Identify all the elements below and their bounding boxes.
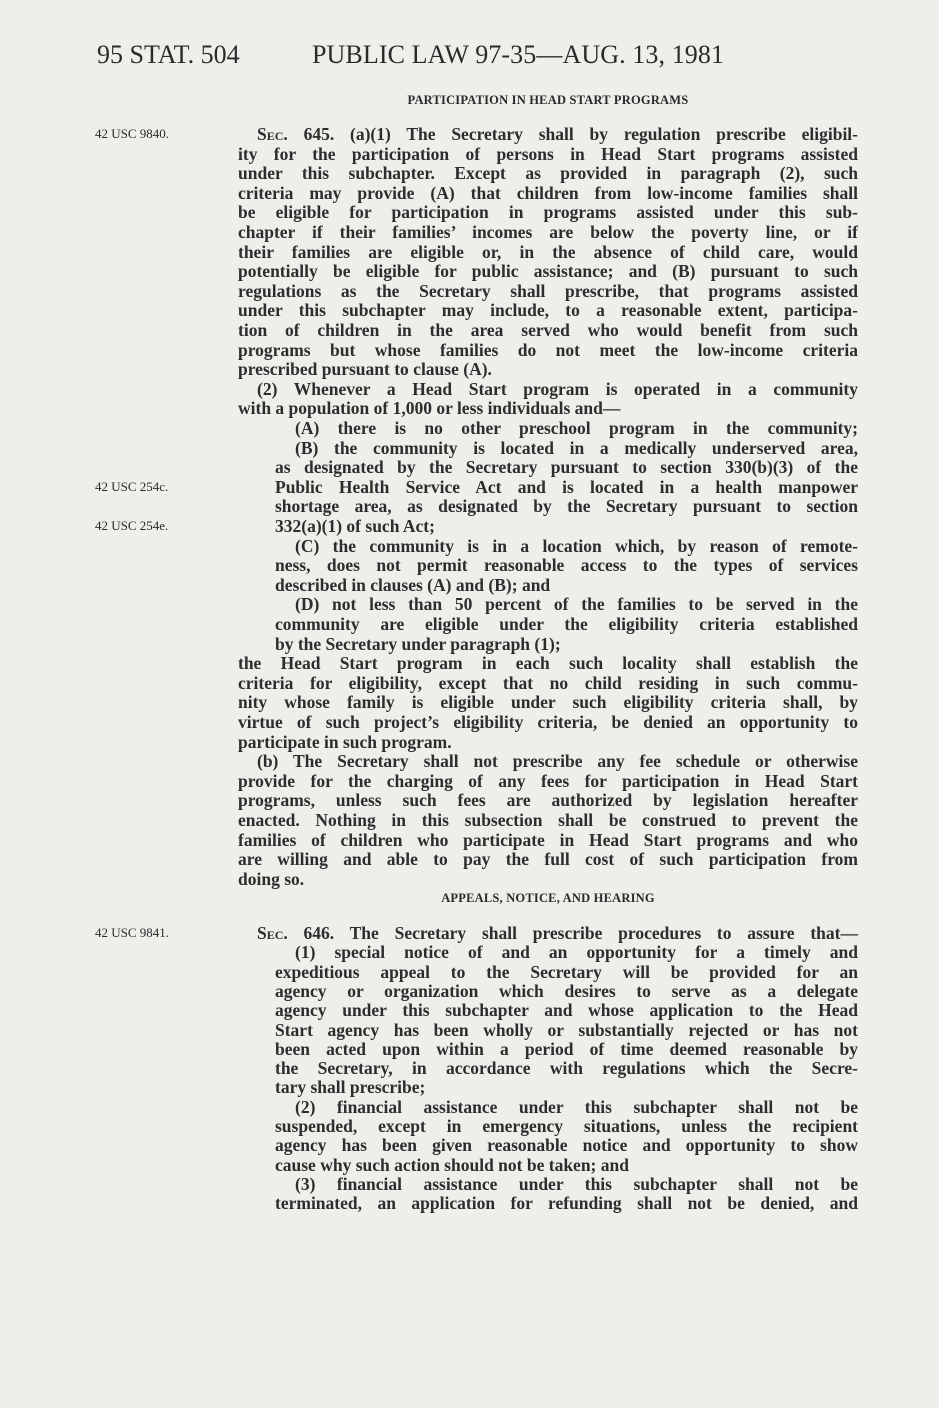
text-line-content: (A) there is no other preschool program in the community; xyxy=(295,418,858,438)
text-line-content: agency under this subchapter and whose application to the Head xyxy=(275,1000,858,1021)
text-line xyxy=(275,457,858,477)
text-line-content: chapter if their families’ incomes are below the poverty line, or if xyxy=(238,222,858,242)
text-line xyxy=(275,1193,858,1213)
text-line xyxy=(295,1174,858,1194)
text-line-content: suspended, except in emergency situations, unless the recipient xyxy=(275,1116,858,1136)
text-line-content: regulations as the Secretary shall prescribe, that programs assisted xyxy=(238,280,858,301)
text-line-content: expeditious appeal to the Secretary will be provided for an xyxy=(275,961,858,982)
text-line-content: programs but whose families do not meet the low-income criteria xyxy=(238,339,858,360)
text-line-content: enacted. Nothing in this subsection shall be construed to prevent the xyxy=(238,810,858,830)
text-line-content: community are eligible under the eligibility criteria established xyxy=(275,614,858,634)
text-line-content: described in clauses (A) and (B); and xyxy=(275,574,551,595)
text-line-content: the Head Start program in each such locality shall establish the xyxy=(238,653,858,674)
text-line-content: agency has been given reasonable notice and opportunity to show xyxy=(275,1135,858,1156)
text-line-content: tary shall prescribe; xyxy=(275,1077,426,1098)
text-line xyxy=(295,536,858,556)
text-line-content: criteria may provide (A) that children from low-income families shall xyxy=(238,182,858,203)
text-line-content: their families are eligible or, in the absence of child care, would xyxy=(238,241,858,262)
section-heading-participation: PARTICIPATION IN HEAD START PROGRAMS xyxy=(407,93,689,107)
text-line-content: agency or organization which desires to serve as a delegate xyxy=(275,980,858,1001)
text-line-content: (D) not less than 50 percent of the families to be served in the xyxy=(295,594,858,615)
text-line xyxy=(238,300,858,320)
text-line-content: under this subchapter. Except as provided in paragraph (2), such xyxy=(238,163,858,184)
text-line xyxy=(238,202,858,222)
text-line-content: 645. (a)(1) The Secretary shall by regulation prescribe eligibil- xyxy=(287,124,858,144)
text-line-content: (3) financial assistance under this subchapter shall not be xyxy=(295,1173,858,1194)
text-line-content: are willing and able to pay the full cost of such participation from xyxy=(238,849,858,870)
text-line xyxy=(275,981,858,1001)
text-line-content: participate in such program. xyxy=(238,731,452,752)
text-line xyxy=(275,962,858,982)
text-line xyxy=(238,183,858,203)
text-line xyxy=(275,1077,858,1097)
text-line xyxy=(295,418,858,438)
text-line xyxy=(275,496,858,516)
text-line xyxy=(238,771,858,791)
text-line xyxy=(238,340,858,360)
text-line xyxy=(238,732,858,752)
text-line-content: (2) Whenever a Head Start program is operated in a community xyxy=(257,378,858,399)
text-line xyxy=(275,575,858,595)
text-line-content: as designated by the Secretary pursuant to section 330(b)(3) of the xyxy=(275,457,858,478)
text-line-content: by the Secretary under paragraph (1); xyxy=(275,633,561,654)
section-heading-appeals: APPEALS, NOTICE, AND HEARING xyxy=(441,891,655,905)
text-line-content: cause why such action should not be taken; and xyxy=(275,1154,629,1175)
text-line-content: nity whose family is eligible under such eligibility criteria shall, by xyxy=(238,692,858,713)
text-line xyxy=(275,1058,858,1078)
text-line-content: 646. The Secretary shall prescribe procedures to assure that— xyxy=(287,923,858,943)
text-line-content: ity for the participation of persons in Head Start programs assisted xyxy=(238,143,858,164)
margin-citation: 42 USC 9841. xyxy=(95,925,170,940)
margin-citation: 42 USC 254c. xyxy=(95,479,169,494)
text-line-content: (C) the community is in a location which, by reason of remote- xyxy=(295,535,858,556)
section-label: Sec. xyxy=(257,923,288,943)
text-line-content: provide for the charging of any fees for participation in Head Start xyxy=(238,770,858,791)
text-line xyxy=(238,692,858,712)
text-line-content: Start agency has been wholly or substantially rejected or has not xyxy=(275,1019,858,1040)
text-line xyxy=(238,830,858,850)
text-line xyxy=(275,1020,858,1040)
text-line xyxy=(238,673,858,693)
text-line xyxy=(238,653,858,673)
text-line-content: families of children who participate in Head Start programs and who xyxy=(238,829,858,850)
text-line xyxy=(275,1039,858,1059)
text-line xyxy=(257,751,858,771)
text-line xyxy=(238,320,858,340)
text-line-content: 332(a)(1) of such Act; xyxy=(275,516,435,536)
text-line-content: potentially be eligible for public assistance; and (B) pursuant to such xyxy=(238,261,858,282)
text-line-content: (2) financial assistance under this subchapter shall not be xyxy=(295,1096,858,1117)
text-line-content: virtue of such project’s eligibility criteria, be denied an opportunity to xyxy=(238,712,858,732)
text-line xyxy=(257,923,858,943)
text-line xyxy=(257,379,858,399)
text-line xyxy=(238,712,858,732)
margin-citation: 42 USC 9840. xyxy=(95,126,170,141)
text-line-content: tion of children in the area served who would benefit from such xyxy=(238,320,858,340)
text-line xyxy=(275,1135,858,1155)
text-line xyxy=(238,810,858,830)
text-line-content: (b) The Secretary shall not prescribe any fee schedule or otherwise xyxy=(257,751,858,772)
text-line xyxy=(275,1000,858,1020)
page-title: PUBLIC LAW 97-35—AUG. 13, 1981 xyxy=(312,40,725,69)
margin-citation: 42 USC 254e. xyxy=(95,518,169,533)
text-line-content: with a population of 1,000 or less individuals and— xyxy=(238,398,621,419)
text-line xyxy=(295,942,858,962)
text-line xyxy=(275,516,858,536)
text-line-content: ness, does not permit reasonable access to the types of services xyxy=(275,555,858,576)
text-line xyxy=(295,1097,858,1117)
text-line xyxy=(238,359,858,379)
text-line-content: be eligible for participation in programs assisted under this sub- xyxy=(238,202,858,223)
text-line-content: (1) special notice of and an opportunity for a timely and xyxy=(295,942,858,963)
text-line-content: under this subchapter may include, to a reasonable extent, participa- xyxy=(238,300,858,321)
text-line xyxy=(275,1116,858,1136)
text-line xyxy=(238,790,858,810)
text-line xyxy=(238,163,858,183)
text-line xyxy=(238,222,858,242)
text-line-content: Public Health Service Act and is located in a health manpower xyxy=(275,476,858,497)
text-line xyxy=(238,261,858,281)
text-line-content: doing so. xyxy=(238,868,305,889)
text-line-content: the Secretary, in accordance with regulations which the Secre- xyxy=(275,1058,858,1079)
text-line xyxy=(238,869,858,889)
text-line xyxy=(275,614,858,634)
stat-page-number: 95 STAT. 504 xyxy=(97,40,240,69)
section-label: Sec. xyxy=(257,124,288,144)
text-line-content: programs, unless such fees are authorized by legislation hereafter xyxy=(238,790,858,811)
text-line-content: criteria for eligibility, except that no child residing in such commu- xyxy=(238,672,858,693)
text-line-content: been acted upon within a period of time deemed reasonable by xyxy=(275,1038,858,1059)
text-line xyxy=(238,144,858,164)
text-line-content: shortage area, as designated by the Secretary pursuant to section xyxy=(275,496,858,517)
text-line-content: terminated, an application for refunding shall not be denied, and xyxy=(275,1193,858,1214)
text-line xyxy=(275,634,858,654)
text-line xyxy=(295,594,858,614)
text-line-content: (B) the community is located in a medically underserved area, xyxy=(295,437,858,458)
text-line xyxy=(238,281,858,301)
text-line xyxy=(295,438,858,458)
text-line xyxy=(275,1155,858,1175)
text-line xyxy=(275,555,858,575)
text-line-content: prescribed pursuant to clause (A). xyxy=(238,359,492,380)
text-line xyxy=(238,242,858,262)
text-line xyxy=(275,477,858,497)
text-line xyxy=(257,124,858,144)
text-line xyxy=(238,398,858,418)
text-line xyxy=(238,849,858,869)
